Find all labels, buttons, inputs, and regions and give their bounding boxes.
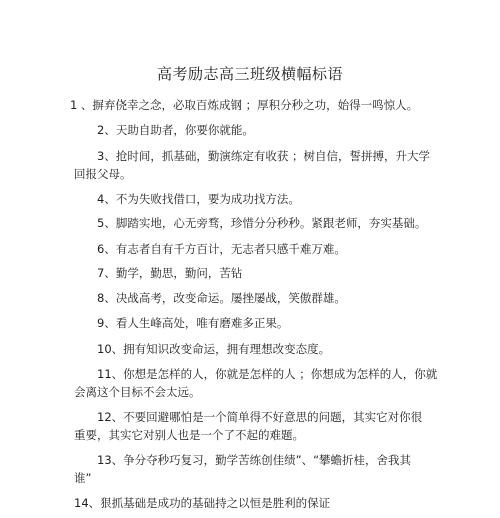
slogan-item-7 [97,262,242,284]
slogan-text: 6、有志者自有千方百计，无志者只感千难万难。 [97,242,346,256]
slogan-text: 12、不要回避哪怕是一个简单得不好意思的问题，其实它对你很 [97,410,423,424]
slogan-item-10 [97,338,330,360]
slogan-text: 2、天助自助者，你要你就能。 [97,123,254,137]
slogan-item-8 [97,287,346,309]
slogan-text-continuation: 谁” [74,471,92,485]
slogan-item-3-continuation [74,163,132,185]
slogan-item-6 [97,238,346,260]
slogan-item-13 [97,449,411,471]
slogan-text-continuation: 会离这个目标不会太远。 [74,385,201,399]
slogan-item-4 [97,188,300,210]
slogan-text: 10、拥有知识改变命运，拥有理想改变态度。 [97,342,331,356]
slogan-item-3 [97,145,430,167]
slogan-text: 1 、摒弃侥幸之念，必取百炼成钢 ；厚积分秒之功，始得一鸣惊人。 [70,98,419,112]
slogan-item-9 [97,312,288,334]
slogan-text-continuation: 重要，其实它对别人也是一个了不起的难题。 [74,428,304,442]
slogan-text: 11、你想是怎样的人，你就是怎样的人 ；你想成为怎样的人，你就 [97,367,438,381]
slogan-item-14 [74,492,330,514]
slogan-text: 3、抢时间，抓基础，勤演练定有收获 ；树自信，誓拼搏，升大学 [97,149,430,163]
slogan-text: 14、狠抓基础是成功的基础持之以恒是胜利的保证 [74,496,331,510]
slogan-item-2 [97,119,254,141]
document-title: 高考励志高三班级横幅标语 [156,65,343,83]
slogan-text: 4、不为失败找借口，要为成功找方法。 [97,192,300,206]
slogan-text: 7、勤学，勤思，勤问，苦钻 [97,266,243,280]
slogan-text: 8、决战高考，改变命运。屡挫屡战，笑傲群雄。 [97,291,346,305]
slogan-item-12-continuation [74,424,304,446]
slogan-text-continuation: 回报父母。 [74,167,132,181]
slogan-item-5 [97,212,426,234]
slogan-text: 13、争分夺秒巧复习，勤学苦练创佳绩”、“攀蟾折桂，舍我其 [97,453,412,467]
slogan-item-11-continuation [74,381,201,403]
slogan-item-1 [70,94,418,116]
slogan-text: 9、看人生峰高处，唯有磨难多正果。 [97,316,289,330]
slogan-text: 5、脚踏实地，心无旁骛，珍惜分分秒秒。紧跟老师，夯实基础。 [97,216,427,230]
slogan-item-13-continuation [74,467,91,489]
